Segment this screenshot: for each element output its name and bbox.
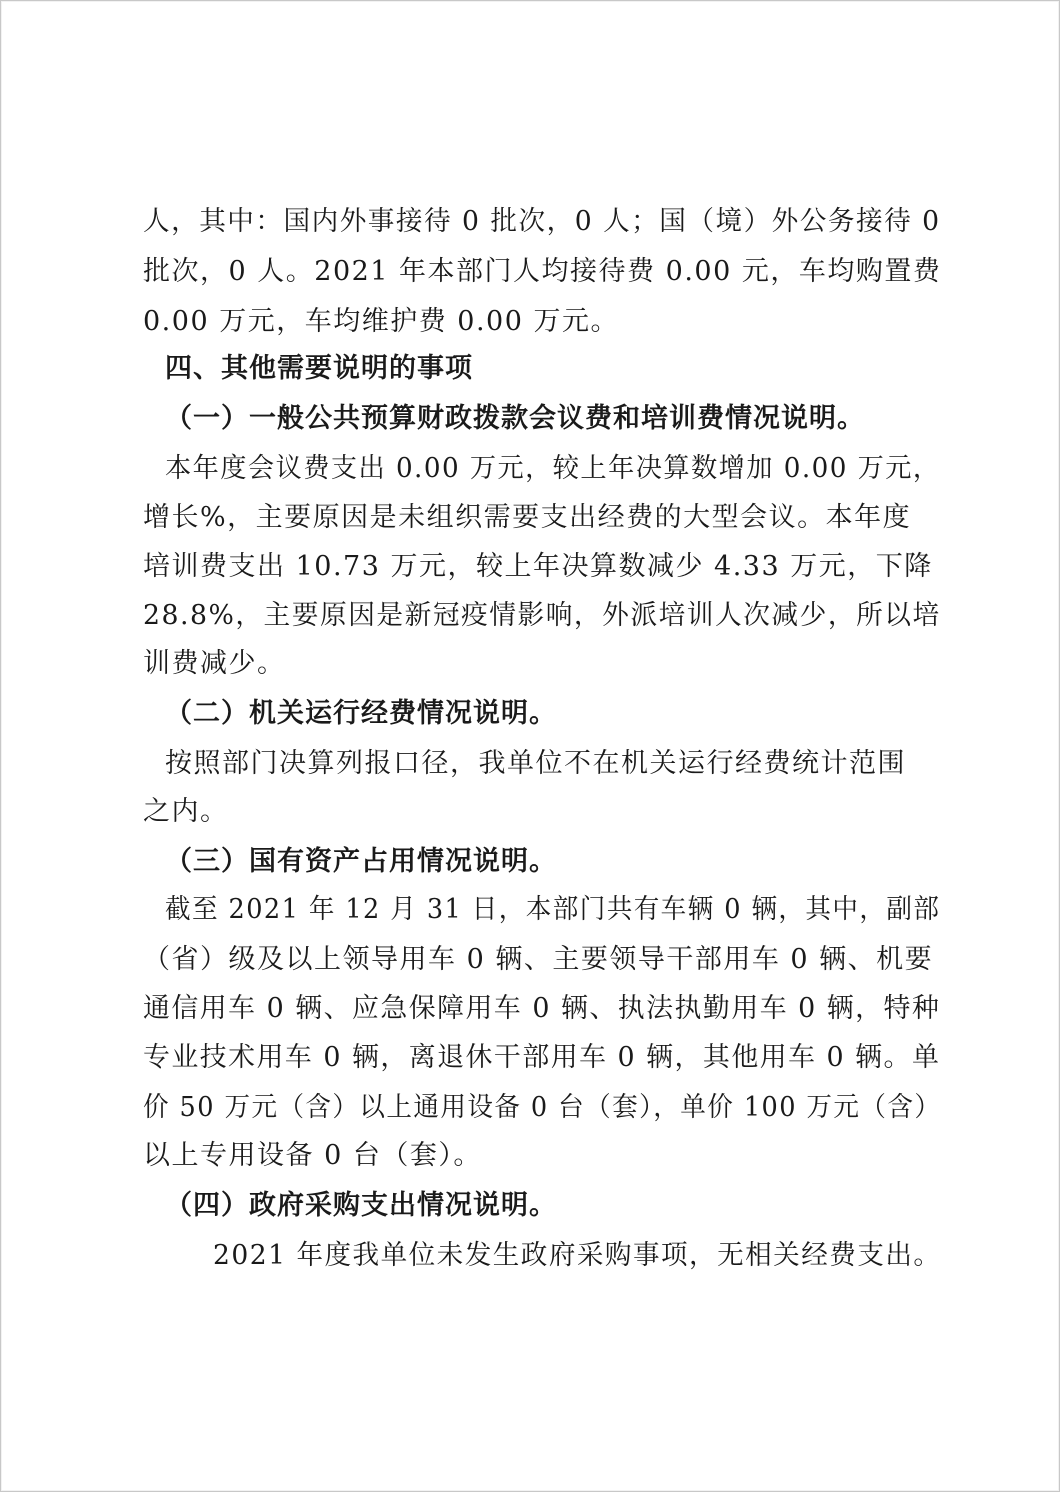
paragraph-line: 0.00 万元，车均维护费 0.00 万元。 xyxy=(143,306,619,337)
paragraph-line: 28.8%，主要原因是新冠疫情影响，外派培训人次减少，所以培 xyxy=(143,600,941,631)
section-heading: 四、其他需要说明的事项 xyxy=(165,353,473,384)
paragraph-line: 截至 2021 年 12 月 31 日，本部门共有车辆 0 辆，其中，副部 xyxy=(165,894,941,925)
paragraph-line: 人，其中：国内外事接待 0 批次，0 人；国（境）外公务接待 0 xyxy=(143,206,941,237)
subsection-heading: （二）机关运行经费情况说明。 xyxy=(165,698,557,729)
subsection-heading: （三）国有资产占用情况说明。 xyxy=(165,846,557,877)
subsection-heading: （一）一般公共预算财政拨款会议费和培训费情况说明。 xyxy=(165,403,865,434)
paragraph-line: 批次，0 人。2021 年本部门人均接待费 0.00 元，车均购置费 xyxy=(143,256,942,287)
paragraph-line: 通信用车 0 辆、应急保障用车 0 辆、执法执勤用车 0 辆，特种 xyxy=(143,993,941,1024)
paragraph-line: （省）级及以上领导用车 0 辆、主要领导干部用车 0 辆、机要 xyxy=(143,944,934,975)
paragraph-line: 本年度会议费支出 0.00 万元，较上年决算数增加 0.00 万元， xyxy=(165,453,941,484)
paragraph-line: 按照部门决算列报口径，我单位不在机关运行经费统计范围 xyxy=(165,748,906,779)
paragraph-line: 之内。 xyxy=(143,796,229,827)
paragraph-line: 训费减少。 xyxy=(143,648,286,679)
paragraph-line: 增长%，主要原因是未组织需要支出经费的大型会议。本年度 xyxy=(143,502,912,533)
paragraph-line: 培训费支出 10.73 万元，较上年决算数减少 4.33 万元，下降 xyxy=(143,551,933,582)
paragraph-line: 以上专用设备 0 台（套）。 xyxy=(143,1140,482,1171)
paragraph-line: 2021 年度我单位未发生政府采购事项，无相关经费支出。 xyxy=(213,1240,942,1271)
paragraph-line: 价 50 万元（含）以上通用设备 0 台（套），单价 100 万元（含） xyxy=(143,1092,942,1123)
subsection-heading: （四）政府采购支出情况说明。 xyxy=(165,1190,557,1221)
paragraph-line: 专业技术用车 0 辆，离退休干部用车 0 辆，其他用车 0 辆。单 xyxy=(143,1042,941,1073)
